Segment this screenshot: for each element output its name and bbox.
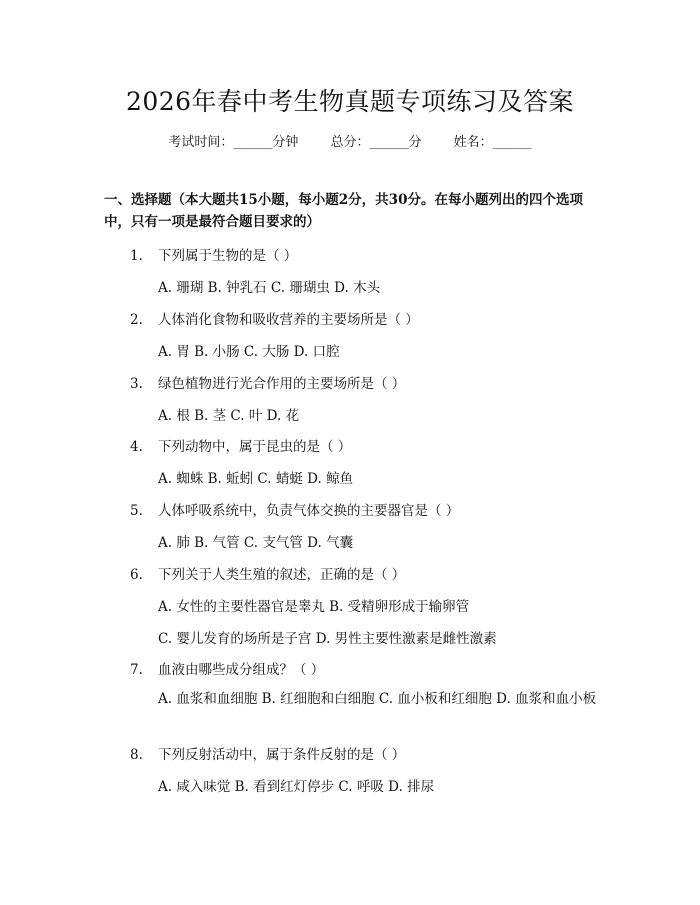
question <box>130 308 419 328</box>
question-options: A. 珊瑚 B. 钟乳石 C. 珊瑚虫 D. 木头 <box>158 280 381 296</box>
question-options: A. 女性的主要性器官是睾丸 B. 受精卵形成于输卵管 <box>158 599 470 615</box>
question-options: C. 婴儿发育的场所是子宫 D. 男性主要性激素是雌性激素 <box>158 631 497 647</box>
question-options: A. 胃 B. 小肠 C. 大肠 D. 口腔 <box>158 344 340 360</box>
question-number: 8. <box>130 747 143 763</box>
question-options: A. 蜘蛛 B. 蚯蚓 C. 蜻蜓 D. 鲸鱼 <box>158 471 354 487</box>
question-text: 绿色植物进行光合作用的主要场所是（ ） <box>158 376 406 392</box>
question-text: 血液由哪些成分组成？（ ） <box>158 662 325 678</box>
question-text: 人体呼吸系统中，负责气体交换的主要器官是（ ） <box>158 503 460 519</box>
exam-info <box>0 131 700 150</box>
question-text: 下列属于生物的是（ ） <box>158 248 298 264</box>
question-number: 2. <box>130 312 143 328</box>
question-number: 5. <box>130 503 143 519</box>
exam-score: 总分：______分 <box>330 135 422 150</box>
question-number: 6. <box>130 567 143 583</box>
question <box>130 499 459 519</box>
question-text: 下列反射活动中，属于条件反射的是（ ） <box>158 747 406 763</box>
question <box>130 563 405 583</box>
question-number: 7. <box>130 662 143 678</box>
question-options: A. 根 B. 茎 C. 叶 D. 花 <box>158 408 300 424</box>
question <box>130 743 405 763</box>
question-options: A. 咸入味觉 B. 看到红灯停步 C. 呼吸 D. 排尿 <box>158 779 435 795</box>
section-heading: 一、选择题（本大题共15小题，每小题2分，共30分。在每小题列出的四个选项中，只有一项是最符合题目要求的） <box>104 192 583 230</box>
question-options: A. 血浆和血细胞 B. 红细胞和白细胞 C. 血小板和红细胞 D. 血浆和血小板 <box>158 691 597 707</box>
page-title: 2026年春中考生物真题专项练习及答案 <box>125 87 575 116</box>
question-text: 下列动物中，属于昆虫的是（ ） <box>158 439 352 455</box>
question <box>130 244 297 264</box>
exam-time: 考试时间：______分钟 <box>168 135 299 150</box>
question-text: 下列关于人类生殖的叙述，正确的是（ ） <box>158 567 406 583</box>
question <box>130 435 351 455</box>
question <box>130 658 324 678</box>
question-number: 3. <box>130 376 143 392</box>
question-number: 1. <box>130 248 143 264</box>
exam-name: 姓名：______ <box>453 135 532 150</box>
question-text: 人体消化食物和吸收营养的主要场所是（ ） <box>158 312 419 328</box>
question-number: 4. <box>130 439 143 455</box>
question <box>130 372 405 392</box>
question-options: A. 肺 B. 气管 C. 支气管 D. 气囊 <box>158 535 354 551</box>
